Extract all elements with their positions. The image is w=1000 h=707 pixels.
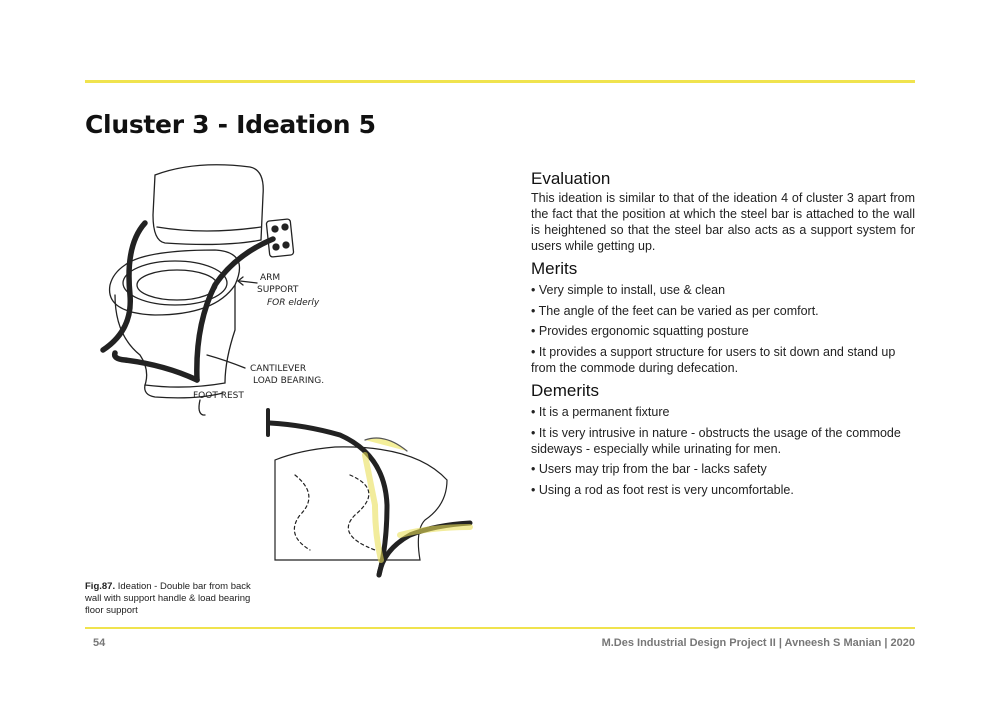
demerit-item: • Using a rod as foot rest is very uncomfortable. — [531, 482, 915, 498]
demerit-item: • Users may trip from the bar - lacks safety — [531, 461, 915, 477]
merit-item: • It provides a support structure for users to sit down and stand up from the commode during defecation. — [531, 344, 915, 376]
evaluation-heading: Evaluation — [531, 169, 611, 188]
top-rule — [85, 80, 915, 83]
annotation-support: SUPPORT — [257, 285, 299, 295]
annotation-arm: ARM — [260, 273, 281, 283]
toilet-sketch-figure — [85, 155, 495, 580]
figure-caption — [85, 581, 255, 617]
bottom-rule — [85, 627, 915, 629]
figure-label: Fig.87. — [85, 581, 116, 592]
evaluation-section — [531, 168, 915, 502]
figure-caption-text: Ideation - Double bar from back wall with support handle & load bearing floor support — [85, 581, 251, 616]
annotation-load-bearing: LOAD BEARING. — [253, 376, 325, 386]
cistern-outline — [153, 165, 263, 245]
evaluation-text: This ideation is similar to that of the ideation 4 of cluster 3 apart from the fact that the position at which the steel bar is attached to the wall is heightened so that the steel bar also acts as a support system for users while getting up. — [531, 191, 915, 253]
merit-item: • The angle of the feet can be varied as per comfort. — [531, 303, 915, 319]
merit-item: • Provides ergonomic squatting posture — [531, 323, 915, 339]
demerit-item: • It is very intrusive in nature - obstructs the usage of the commode sideways - especially while urinating for men. — [531, 425, 915, 457]
demerit-item: • It is a permanent fixture — [531, 404, 915, 420]
steel-bar-foot — [115, 353, 197, 380]
demerits-heading: Demerits — [531, 381, 600, 400]
annotation-foot-rest: FOOT REST — [193, 391, 244, 401]
merits-heading: Merits — [531, 259, 578, 278]
annotation-elderly: FOR elderly — [267, 298, 320, 308]
merit-item: • Very simple to install, use & clean — [531, 282, 915, 298]
page-number: 54 — [93, 637, 106, 649]
footer-credit: M.Des Industrial Design Project II | Avneesh S Manian | 2020 — [601, 637, 915, 649]
annotation-cantilever: CANTILEVER — [250, 364, 307, 374]
demerits-list — [531, 404, 915, 498]
page-title: Cluster 3 - Ideation 5 — [85, 110, 376, 139]
lower-steel-bar — [270, 423, 387, 575]
merits-list — [531, 282, 915, 376]
